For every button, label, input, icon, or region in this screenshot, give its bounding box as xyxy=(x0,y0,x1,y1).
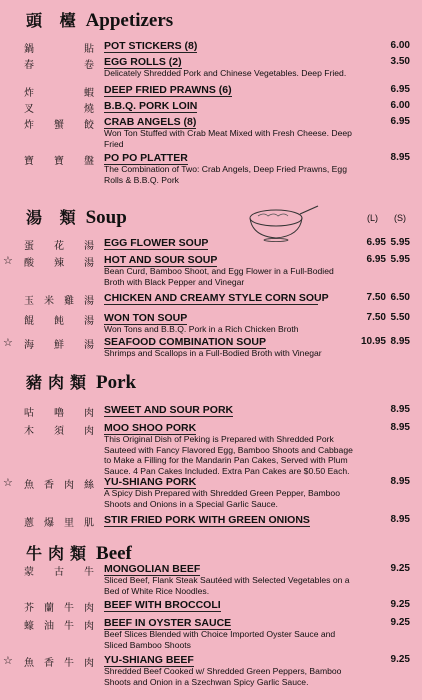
item-price: 8.95 xyxy=(390,152,410,163)
item-underline xyxy=(104,52,197,53)
section-title: Beef xyxy=(96,543,132,564)
item-underline xyxy=(104,348,266,349)
item-name: EGG ROLLS (2) xyxy=(104,56,182,68)
item-zh-name: 炸蝦 xyxy=(24,88,94,99)
section-pork xyxy=(26,370,136,394)
item-underline xyxy=(104,611,221,612)
item-name: YU-SHIANG PORK xyxy=(104,476,197,488)
item-zh-name: 寶寶盤 xyxy=(24,156,94,167)
section-zh: 湯 類 xyxy=(26,208,82,227)
section-zh: 頭 檯 xyxy=(26,11,82,30)
item-price: 9.25 xyxy=(390,563,410,574)
item-zh-name: 蠔油牛肉 xyxy=(24,621,94,632)
item-description: Shredded Beef Cooked w/ Shredded Green Peppers, Bamboo Shoots and Onion in a Szechwan Spicy Garlic Sauce. xyxy=(104,666,342,687)
section-zh: 牛肉類 xyxy=(26,544,93,563)
item-zh-name: 玉米雞湯 xyxy=(24,296,94,307)
item-underline xyxy=(104,416,233,417)
item-name: BEEF WITH BROCCOLI xyxy=(104,599,221,611)
item-price: 8.95 xyxy=(390,514,410,525)
item-zh-name: 酸辣湯 xyxy=(24,258,94,269)
item-price-large: 7.50 xyxy=(366,312,386,323)
item-price: 8.95 xyxy=(390,404,410,415)
item-price: 9.25 xyxy=(390,617,410,628)
item-zh-name: 芥蘭牛肉 xyxy=(24,603,94,614)
item-price: 3.50 xyxy=(390,56,410,67)
item-name: YU-SHIANG BEEF xyxy=(104,654,194,666)
item-price-small: 6.50 xyxy=(390,292,410,303)
item-description: The Combination of Two: Crab Angels, Deep Fried Prawns, Egg Rolls & B.B.Q. Pork xyxy=(104,164,347,185)
spicy-star-icon: ☆ xyxy=(3,477,13,489)
section-title: Appetizers xyxy=(85,10,174,31)
item-zh-name: 餛飩湯 xyxy=(24,316,94,327)
item-description: Won Ton Stuffed with Crab Meat Mixed with Fresh Cheese. Deep Fried xyxy=(104,128,352,149)
item-zh-name: 魚香肉絲 xyxy=(24,480,94,491)
item-underline xyxy=(104,249,208,250)
item-name: SWEET AND SOUR PORK xyxy=(104,404,234,416)
item-price-large: 6.95 xyxy=(366,254,386,265)
item-underline xyxy=(104,164,188,165)
item-description: Sliced Beef, Flank Steak Sautéed with Selected Vegetables on a Bed of White Rice Noodles. xyxy=(104,575,350,596)
item-underline xyxy=(104,266,217,267)
soup-bowl-icon xyxy=(242,200,322,242)
item-price: 8.95 xyxy=(390,422,410,433)
item-zh-name: 蛋花湯 xyxy=(24,241,94,252)
item-zh-name: 魚香牛肉 xyxy=(24,658,94,669)
item-price-large: 7.50 xyxy=(366,292,386,303)
item-price: 6.95 xyxy=(390,116,410,127)
item-zh-name: 炸蟹餃 xyxy=(24,120,94,131)
section-zh: 豬肉類 xyxy=(26,373,93,392)
item-underline xyxy=(104,324,187,325)
item-price-small: 8.95 xyxy=(390,336,410,347)
item-price: 6.00 xyxy=(390,100,410,111)
item-name: MOO SHOO PORK xyxy=(104,422,197,434)
item-name: EGG FLOWER SOUP xyxy=(104,237,209,249)
item-underline xyxy=(104,666,194,667)
item-name: CHICKEN AND CREAMY STYLE CORN SOUP xyxy=(104,292,329,304)
section-appetizers xyxy=(26,8,173,32)
item-price: 9.25 xyxy=(390,654,410,665)
item-price: 8.95 xyxy=(390,476,410,487)
item-name: DEEP FRIED PRAWNS (6) xyxy=(104,84,232,96)
item-price-small: 5.95 xyxy=(390,237,410,248)
item-description: This Original Dish of Peking is Prepared with Shredded Pork Sauteed with Fancy Flavored Egg, Bamboo Shoots and Cabbage to Make a Filling for the Mandarin Pan Cakes, Served with Plum Sauce. 4 Pan Cakes Included. Extra Pan Cakes are $0.50 Each. xyxy=(104,434,353,476)
item-underline xyxy=(104,68,182,69)
item-underline xyxy=(104,526,310,527)
size-large-label: (L) xyxy=(367,213,378,223)
spicy-star-icon: ☆ xyxy=(3,255,13,267)
item-price-large: 6.95 xyxy=(366,237,386,248)
item-name: BEEF IN OYSTER SAUCE xyxy=(104,617,232,629)
size-small-label: (S) xyxy=(394,213,406,223)
item-name: B.B.Q. PORK LOIN xyxy=(104,100,198,112)
spicy-star-icon: ☆ xyxy=(3,337,13,349)
item-price: 9.25 xyxy=(390,599,410,610)
item-zh-name: 叉燒 xyxy=(24,104,94,115)
item-description: Shrimps and Scallops in a Full-Bodied Broth with Vinegar xyxy=(104,348,322,358)
item-name: HOT AND SOUR SOUP xyxy=(104,254,218,266)
item-price-small: 5.95 xyxy=(390,254,410,265)
item-zh-name: 蔥爆里肌 xyxy=(24,518,94,529)
item-name: POT STICKERS (8) xyxy=(104,40,198,52)
item-name: STIR FRIED PORK WITH GREEN ONIONS xyxy=(104,514,310,526)
item-description: Beef Slices Blended with Choice Imported Oyster Sauce and Sliced Bamboo Shoots xyxy=(104,629,336,650)
item-price-large: 10.95 xyxy=(360,336,386,347)
section-soup xyxy=(26,205,127,229)
item-zh-name: 鍋貼 xyxy=(24,44,94,55)
item-name: PO PO PLATTER xyxy=(104,152,188,164)
item-description: A Spicy Dish Prepared with Shredded Green Pepper, Bamboo Shoots and Onions in a Special Garlic Sauce. xyxy=(104,488,340,509)
item-description: Bean Curd, Bamboo Shoot, and Egg Flower in a Full-Bodied Broth with Black Pepper and Vinegar xyxy=(104,266,334,287)
item-description: Won Tons and B.B.Q. Pork in a Rich Chicken Broth xyxy=(104,324,299,334)
section-title: Soup xyxy=(85,207,127,228)
item-name: SEAFOOD COMBINATION SOUP xyxy=(104,336,266,348)
item-underline xyxy=(104,629,231,630)
section-title: Pork xyxy=(96,372,137,393)
item-name: CRAB ANGELS (8) xyxy=(104,116,197,128)
item-underline xyxy=(104,112,197,113)
item-price-small: 5.50 xyxy=(390,312,410,323)
item-zh-name: 蒙古牛 xyxy=(24,567,94,578)
item-underline xyxy=(104,96,232,97)
item-zh-name: 木須肉 xyxy=(24,426,94,437)
item-name: MONGOLIAN BEEF xyxy=(104,563,201,575)
item-underline xyxy=(104,488,196,489)
item-name: WON TON SOUP xyxy=(104,312,188,324)
item-underline xyxy=(104,575,200,576)
item-zh-name: 海鮮湯 xyxy=(24,340,94,351)
item-price: 6.95 xyxy=(390,84,410,95)
item-zh-name: 咕嚕肉 xyxy=(24,408,94,419)
section-beef xyxy=(26,541,132,565)
item-underline xyxy=(104,304,318,305)
item-price: 6.00 xyxy=(390,40,410,51)
item-zh-name: 春卷 xyxy=(24,60,94,71)
item-underline xyxy=(104,128,196,129)
item-underline xyxy=(104,434,196,435)
spicy-star-icon: ☆ xyxy=(3,655,13,667)
item-description: Delicately Shredded Pork and Chinese Vegetables. Deep Fried. xyxy=(104,68,347,78)
